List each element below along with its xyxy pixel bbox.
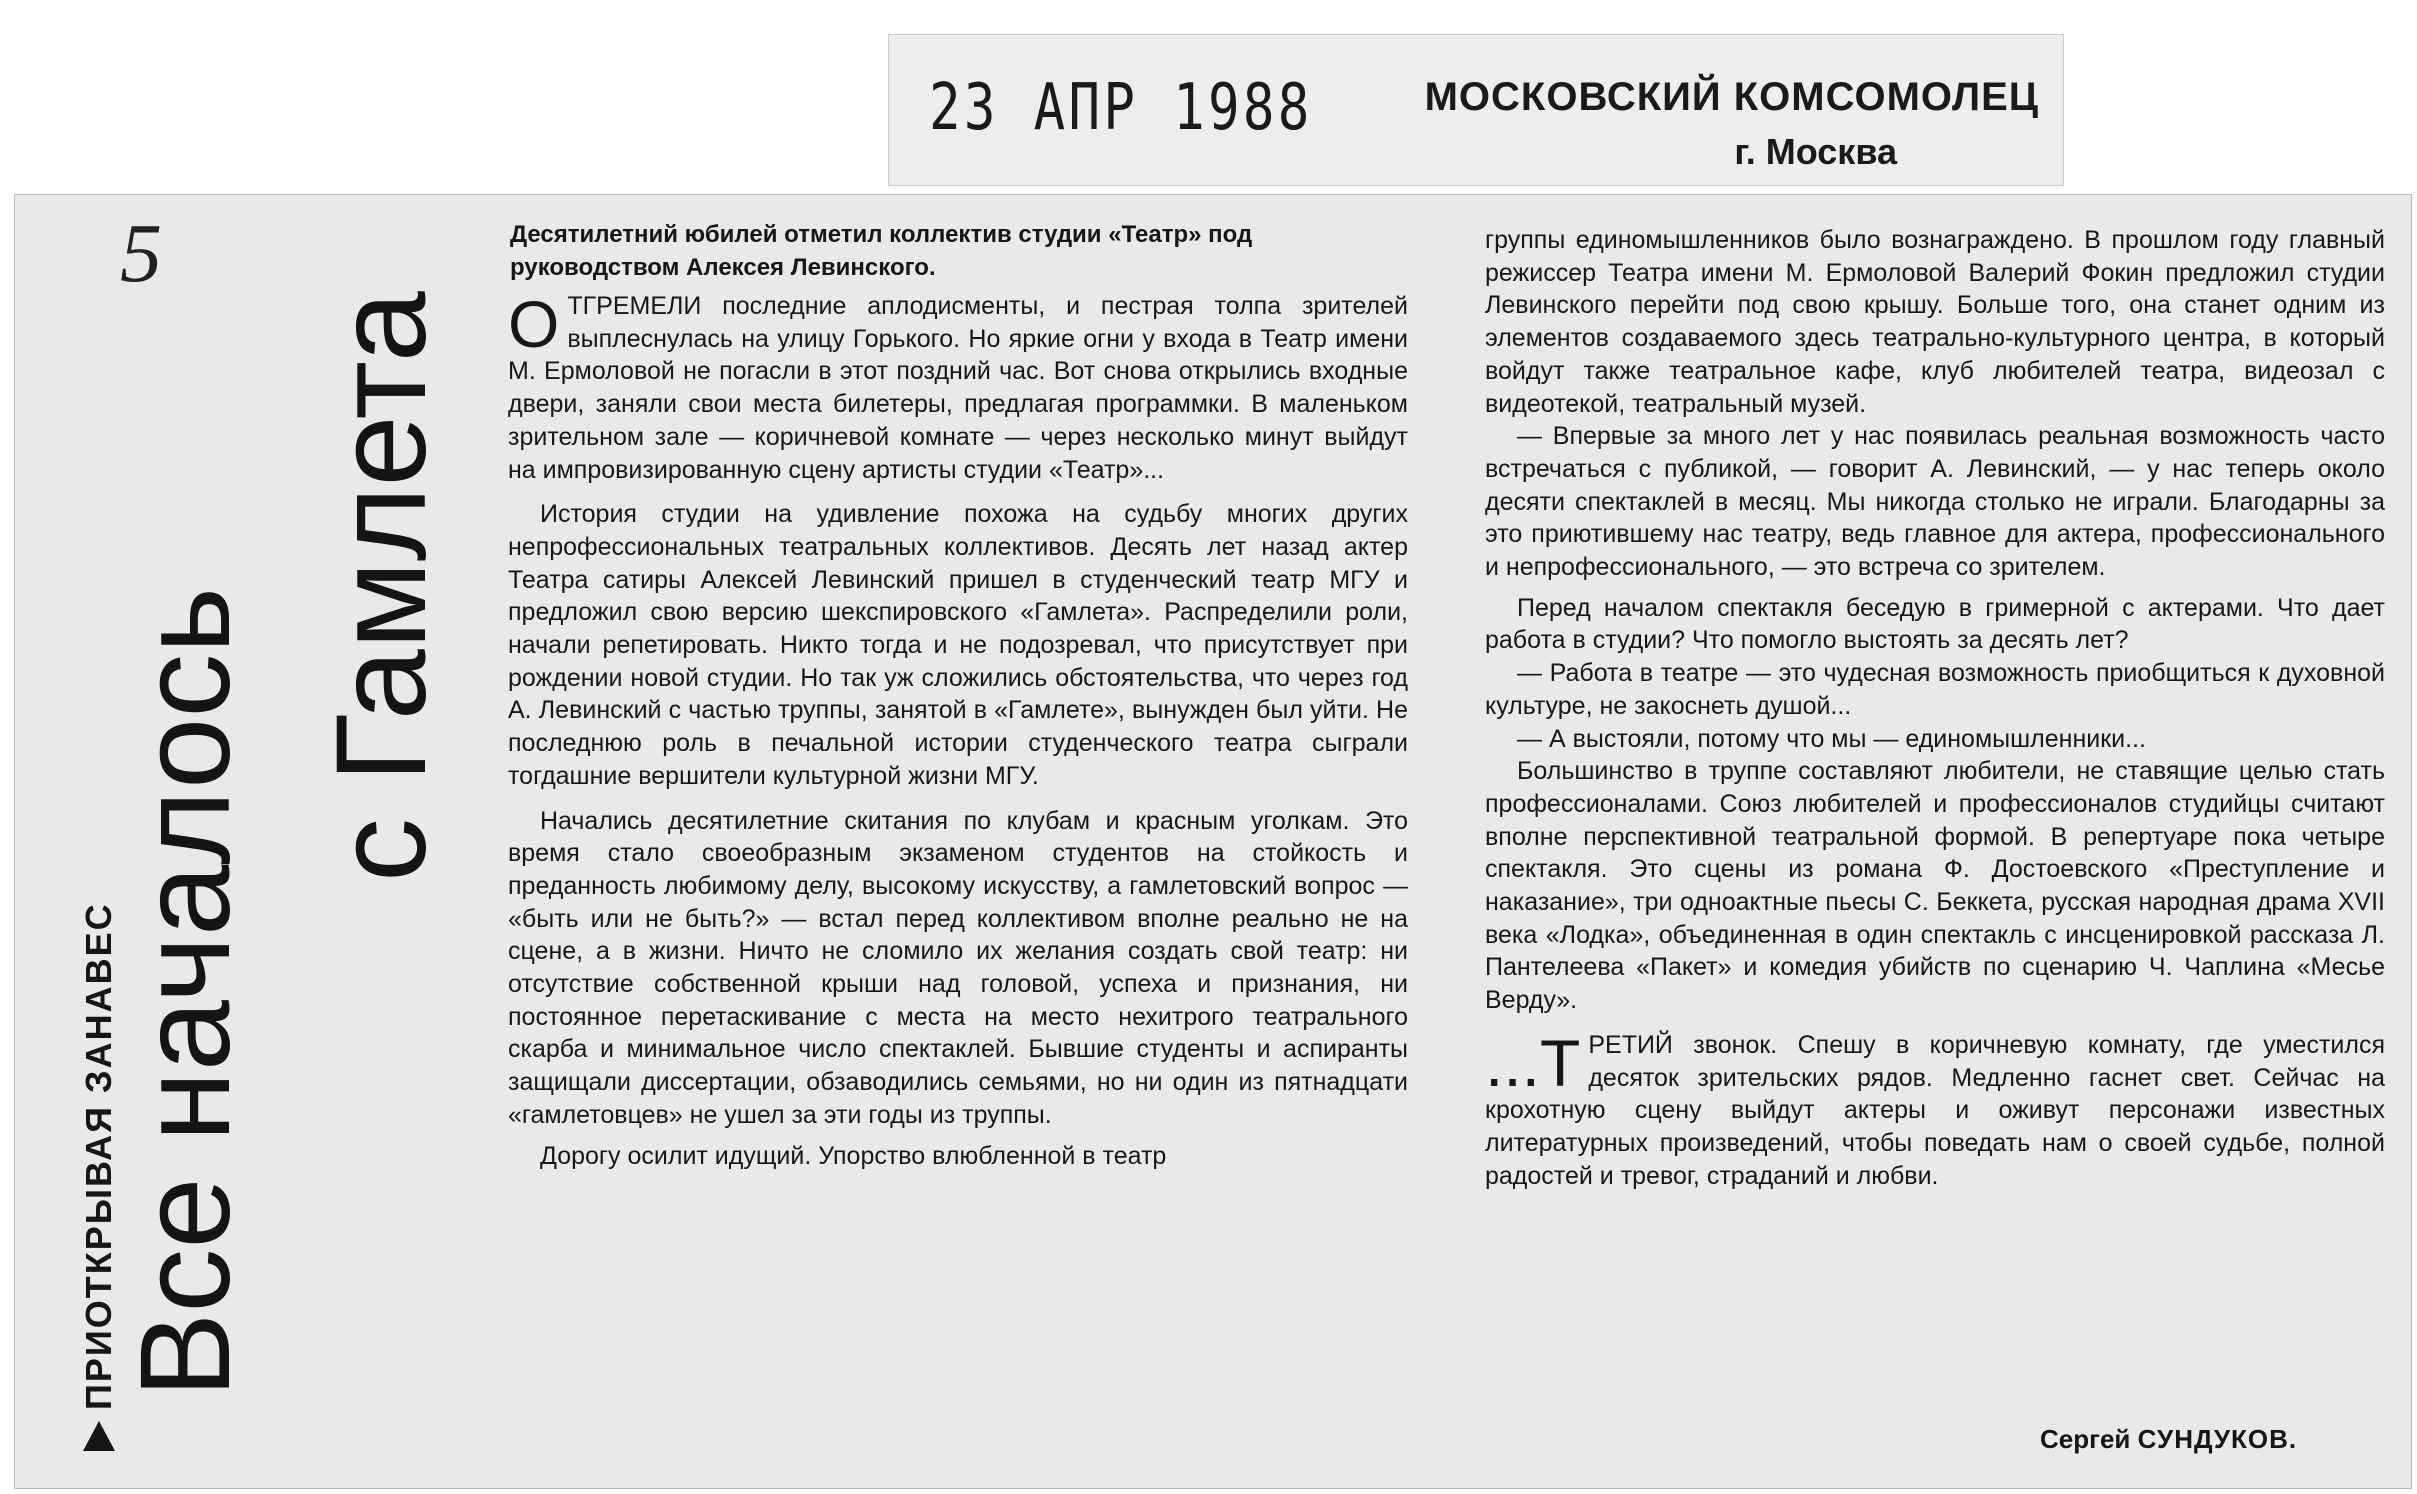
article-column-1: [508, 287, 1408, 1172]
paragraph: — Впервые за много лет у нас появилась реальная возможность часто встречаться с публикой, — говорит А. Левинский, — у нас теперь около десяти спектаклей в месяц. Мы никогда столько не играли. Благодарны за это приютившему нас театру, ведь главное для актера, профессионального и непрофессионального, — это встреча со зрителем.: [1485, 422, 2385, 582]
paragraph: Дорогу осилит идущий. Упорство влюбленной в театр: [540, 1141, 1167, 1170]
paragraph-text: ТГРЕМЕЛИ последние аплодисменты, и пестрая толпа зрителей выплеснулась на улицу Горького. Но яркие огни у входа в Театр имени М. Ермоловой не погасли в этот поздний час. Вот снова открылись входные двери, заняли свои места билетеры, предлагая программки. В маленьком зрительном зале — коричневой комнате — через несколько минут выйдут на импровизированную сцену артисты студии «Театр»...: [508, 292, 1408, 484]
paragraph: — А выстояли, потому что мы — единомышленники...: [1517, 724, 2146, 753]
drop-cap: О: [508, 287, 560, 361]
headline-line-2: с Гамлета: [310, 291, 453, 882]
paragraph: группы единомышленников было вознаграждено. В прошлом году главный режиссер Театра имени М. Ермоловой Валерий Фокин предложил студии Левинского перейти под свою крышу. Больше того, она станет одним из элементов создаваемого здесь театрально-культурного центра, в который войдут также театральное кафе, клуб любителей театра, видеозал с видеотекой, театральный музей.: [1485, 226, 2385, 418]
drop-cap: [1485, 1025, 1581, 1100]
author-surname: СУНДУКОВ.: [2137, 1424, 2298, 1454]
archive-stamp: [888, 34, 2064, 186]
paragraph: История студии на удивление похожа на судьбу многих других непрофессиональных театральных коллективов. Десять лет назад актер Театра сатиры Алексей Левинский пришел в студенческий театр МГУ и предложил свою версию шекспировского «Гамлета». Распределили роли, начали репетировать. Никто тогда и не подозревал, что присутствует при рождении новой студии. Но так уж сложились обстоятельства, что через год А. Левинский с частью труппы, занятой в «Гамлете», вынужден был уйти. Не последнюю роль в печальной истории студенческого театра сыграли тогдашние вершители культурной жизни МГУ.: [508, 500, 1408, 790]
stamp-city: г. Москва: [1734, 131, 1897, 172]
headline-line-1: Все началось: [114, 586, 257, 1398]
ellipsis-prefix: ...: [1485, 1025, 1541, 1100]
paragraph-text: РЕТИЙ звонок. Спешу в коричневую комнату, где уместился десяток зрительских рядов. Медленно гаснет свет. Сейчас на крохотную сцену выйдут актеры и оживут персонажи известных литературных произведений, чтобы поведать нам о своей судьбе, полной радостей и тревог, страданий и любви.: [1485, 1030, 2385, 1190]
handwritten-page-number: 5: [120, 207, 162, 300]
paragraph: Большинство в труппе составляют любители, не ставящие целью стать профессионалами. Союз любителей и профессионалов студийцы считают вполне перспективной театральной формой. В репертуаре пока четыре спектакля. Это сцены из романа Ф. Достоевского «Преступление и наказание», три одноактные пьесы С. Беккета, русская народная драма XVII века «Лодка», объединенная в один спектакль с инсценировкой рассказа Л. Пантелеева «Пакет» и комедия убийств по сценарию Ч. Чаплина «Месье Верду».: [1485, 757, 2385, 1015]
stamp-newspaper-name: МОСКОВСКИЙ КОМСОМОЛЕЦ: [1424, 75, 2039, 119]
paragraph: [1485, 1025, 2385, 1193]
rubric-marker-icon: [83, 1421, 115, 1451]
author-first-name: Сергей: [2040, 1424, 2131, 1454]
author-byline: [2040, 1424, 2297, 1455]
article-column-2: [1485, 224, 2385, 1192]
rubric-label: ПРИОТКРЫВАЯ ЗАНАВЕС: [78, 902, 119, 1410]
paragraph: Перед началом спектакля беседую в гримерной с актерами. Что дает работа в студии? Что помогло выстоять за десять лет?: [1485, 593, 2385, 655]
stamp-date: 23 АПР 1988: [929, 71, 1313, 145]
paragraph: — Работа в театре — это чудесная возможность приобщиться к духовной культуре, не закоснеть душой...: [1485, 659, 2385, 720]
paragraph: Начались десятилетние скитания по клубам и красным уголкам. Это время стало своеобразным экзаменом студентов на стойкость и преданность любимому делу, высокому искусству, а гамлетовский вопрос — «быть или не быть?» — встал перед коллективом вполне реально не на сцене, а в жизни. Ничто не сломило их желания создать свой театр: ни отсутствие собственной крыши над головой, успеха и признания, ни постоянное перетаскивание с места на место нехитрого театрального скарба и минимальное число спектаклей. Бывшие студенты и аспиранты защищали диссертации, обзаводились семьями, но ни один из пятнадцати «гамлетовцев» не ушел за эти годы из труппы.: [508, 806, 1408, 1129]
drop-cap-letter: Т: [1540, 1025, 1581, 1100]
article-lead: Десятилетний юбилей отметил коллектив студии «Театр» под руководством Алексея Левинского.: [510, 221, 1253, 281]
paragraph: [508, 287, 1408, 486]
